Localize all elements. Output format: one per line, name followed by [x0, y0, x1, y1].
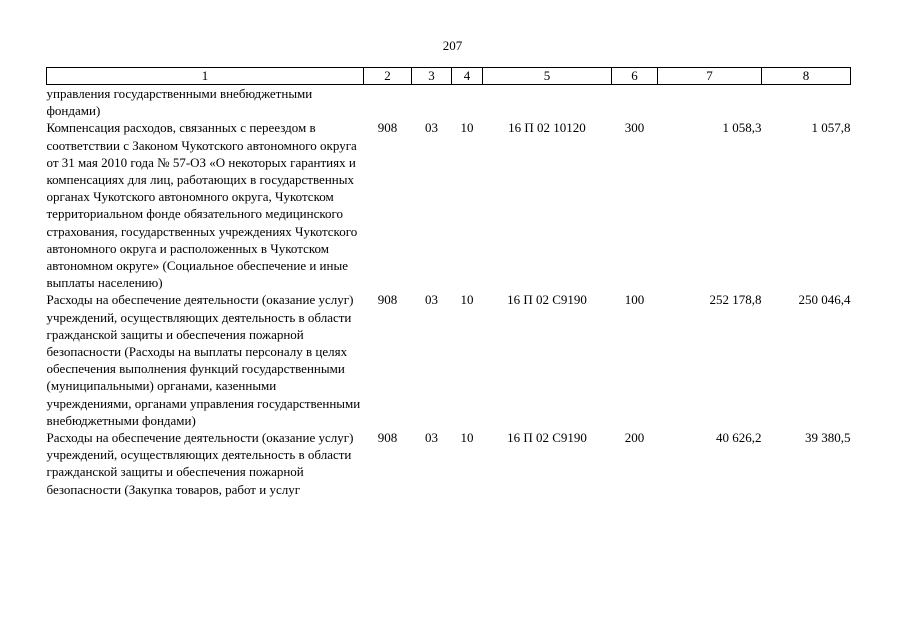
cell-subsection: [452, 85, 483, 120]
table-row: [47, 429, 851, 498]
cell-subsection: 10: [460, 430, 474, 446]
column-header-6: 6: [612, 68, 658, 85]
table-row: [47, 119, 851, 291]
cell-admin-code: 908: [377, 430, 398, 446]
cell-section: [412, 85, 452, 120]
cell-expense-type: 100: [624, 292, 645, 308]
column-header-2: 2: [364, 68, 412, 85]
page-number: 207: [442, 38, 463, 53]
cell-target-article: 16 П 02 С9190: [507, 430, 587, 446]
cell-amount-executed: [762, 85, 851, 120]
cell-admin-code: 908: [377, 120, 398, 136]
cell-section: 03: [425, 292, 438, 308]
cell-section: 03: [425, 120, 438, 136]
cell-amount-executed: 250 046,4: [798, 292, 851, 308]
row-description: Компенсация расходов, связанных с переездом в соответствии с Законом Чукотского автономного округа от 31 мая 2010 года № 57-ОЗ «О некоторых гарантиях и компенсациях для лиц, работающих в государственных органах Чукотского автономного округа, Чукотском территориальном фонде обязательного медицинского страхования, государственных учреждениях Чукотского автономного округа и расположенных в Чукотском автономном округе» (Социальное обеспечение и иные выплаты населению): [46, 120, 358, 291]
column-header-3: 3: [412, 68, 452, 85]
row-description: Расходы на обеспечение деятельности (оказание услуг) учреждений, осуществляющих деятельность в области гражданской защиты и обеспечения пожарной безопасности (Закупка товаров, работ и услуг: [46, 430, 354, 497]
cell-amount-executed: 1 057,8: [811, 120, 851, 136]
cell-subsection: 10: [460, 292, 474, 308]
row-description: управления государственными внебюджетными фондами): [46, 86, 313, 119]
cell-target-article: [483, 85, 612, 120]
cell-admin-code: 908: [377, 292, 398, 308]
table-row: [47, 291, 851, 429]
column-header-4: 4: [452, 68, 483, 85]
cell-section: 03: [425, 430, 438, 446]
cell-amount-executed: 39 380,5: [805, 430, 851, 446]
cell-target-article: 16 П 02 10120: [508, 120, 586, 136]
header-row: [47, 68, 851, 85]
cell-amount-planned: 40 626,2: [716, 430, 762, 446]
budget-table: [46, 67, 851, 498]
row-description: Расходы на обеспечение деятельности (оказание услуг) учреждений, осуществляющих деятельность в области гражданской защиты и обеспечения пожарной безопасности (Расходы на выплаты персоналу в целях обеспечения выполнения функций государственными (муниципальными) органами, казенными учреждениями, органами управления государственными внебюджетными фондами): [46, 292, 361, 428]
column-header-1: 1: [47, 68, 364, 85]
cell-admin-code: [364, 85, 412, 120]
cell-target-article: 16 П 02 С9190: [507, 292, 587, 308]
table-row: [47, 85, 851, 120]
column-header-8: 8: [762, 68, 851, 85]
cell-amount-planned: 252 178,8: [709, 292, 762, 308]
cell-amount-planned: 1 058,3: [722, 120, 762, 136]
cell-subsection: 10: [460, 120, 474, 136]
cell-expense-type: 300: [624, 120, 645, 136]
column-header-7: 7: [658, 68, 762, 85]
cell-amount-planned: [658, 85, 762, 120]
column-header-5: 5: [483, 68, 612, 85]
cell-expense-type: 200: [624, 430, 645, 446]
cell-expense-type: [612, 85, 658, 120]
